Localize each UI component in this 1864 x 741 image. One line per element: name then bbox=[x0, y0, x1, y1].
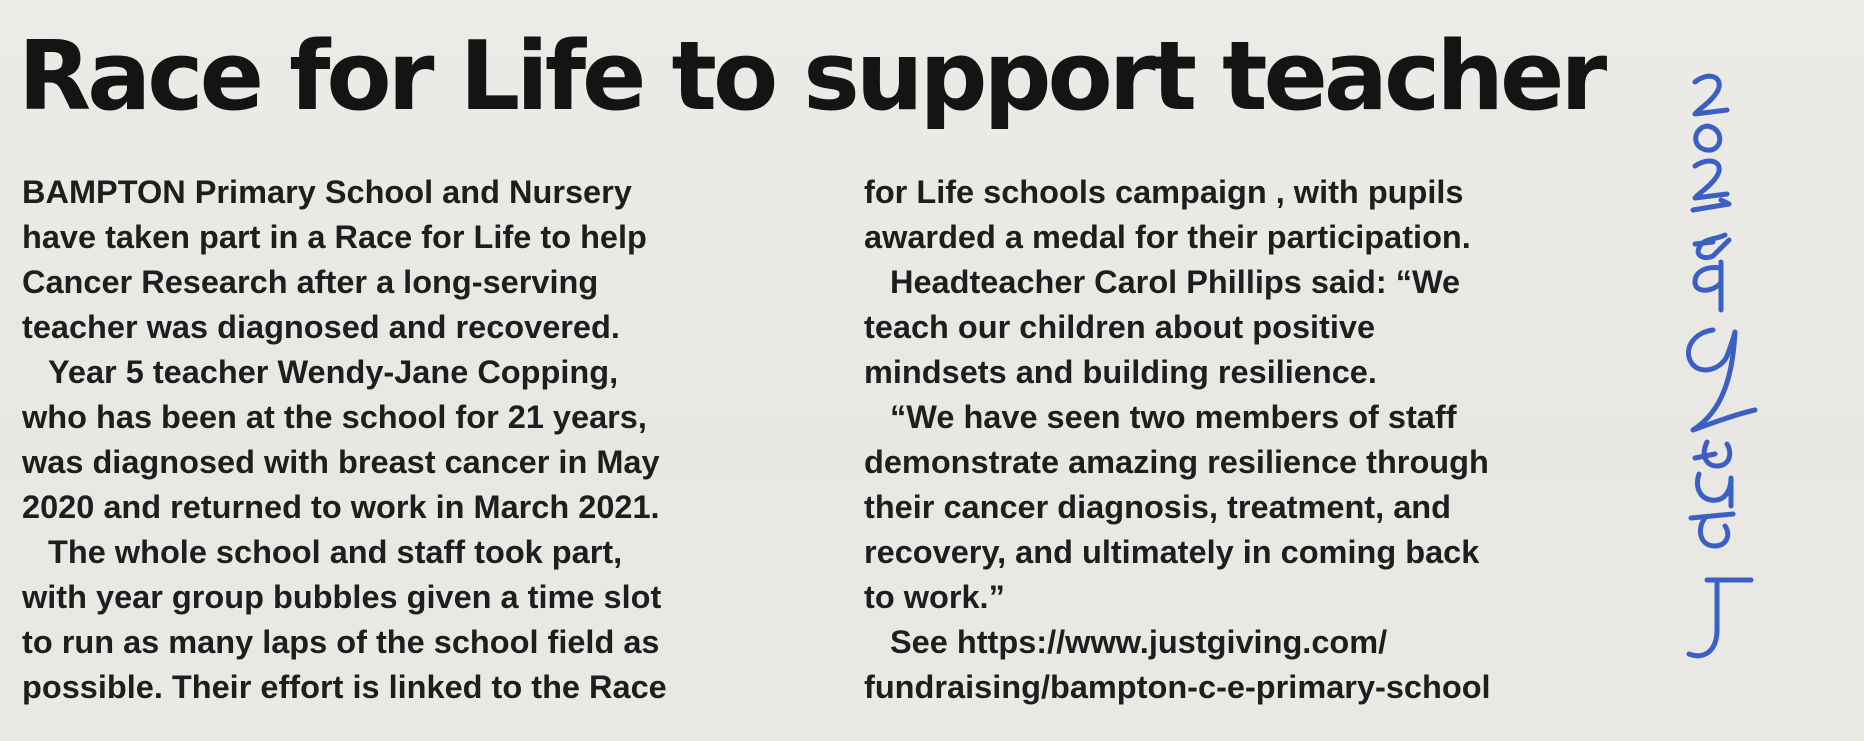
left-column-line: teacher was diagnosed and recovered. bbox=[22, 309, 620, 345]
right-column-line: for Life schools campaign , with pupils bbox=[864, 174, 1464, 210]
left-column-line: to run as many laps of the school field as bbox=[22, 624, 660, 660]
right-column-line: demonstrate amazing resilience through bbox=[864, 444, 1489, 480]
right-column-line: Headteacher Carol Phillips said: “We bbox=[890, 264, 1461, 300]
left-column-line: was diagnosed with breast cancer in May bbox=[22, 444, 660, 480]
left-column-line: with year group bubbles given a time slot bbox=[22, 579, 662, 615]
handwritten-ordinal bbox=[1695, 235, 1729, 310]
handwritten-date-annotation bbox=[1655, 70, 1860, 720]
article-column-left bbox=[22, 170, 832, 710]
right-column-line: their cancer diagnosis, treatment, and bbox=[864, 489, 1451, 525]
right-column-line: awarded a medal for their participation. bbox=[864, 219, 1471, 255]
left-column-line: who has been at the school for 21 years, bbox=[22, 399, 647, 435]
article-headline: Race for Life to support teacher bbox=[18, 22, 1604, 132]
right-column-line: mindsets and building resilience. bbox=[864, 354, 1377, 390]
handwritten-day bbox=[1688, 330, 1755, 430]
left-column-line: have taken part in a Race for Life to help bbox=[22, 219, 647, 255]
left-column-line: 2020 and returned to work in March 2021. bbox=[22, 489, 660, 525]
article-column-right bbox=[864, 170, 1664, 710]
handwritten-month bbox=[1689, 442, 1751, 656]
right-column-line: “We have seen two members of staff bbox=[890, 399, 1457, 435]
left-column-line: Year 5 teacher Wendy-Jane Copping, bbox=[48, 354, 619, 390]
handwritten-year bbox=[1693, 76, 1729, 210]
right-column-line: recovery, and ultimately in coming back bbox=[864, 534, 1480, 570]
right-column-line: See https://www.justgiving.com/ bbox=[890, 624, 1388, 660]
left-column-line: BAMPTON Primary School and Nursery bbox=[22, 174, 632, 210]
left-column-line: Cancer Research after a long-serving bbox=[22, 264, 599, 300]
right-column-line: to work.” bbox=[864, 579, 1005, 615]
right-column-line: fundraising/bampton-c-e-primary-school bbox=[864, 669, 1491, 705]
right-column-line: teach our children about positive bbox=[864, 309, 1376, 345]
left-column-line: The whole school and staff took part, bbox=[48, 534, 623, 570]
left-column-line: possible. Their effort is linked to the Race bbox=[22, 669, 667, 705]
